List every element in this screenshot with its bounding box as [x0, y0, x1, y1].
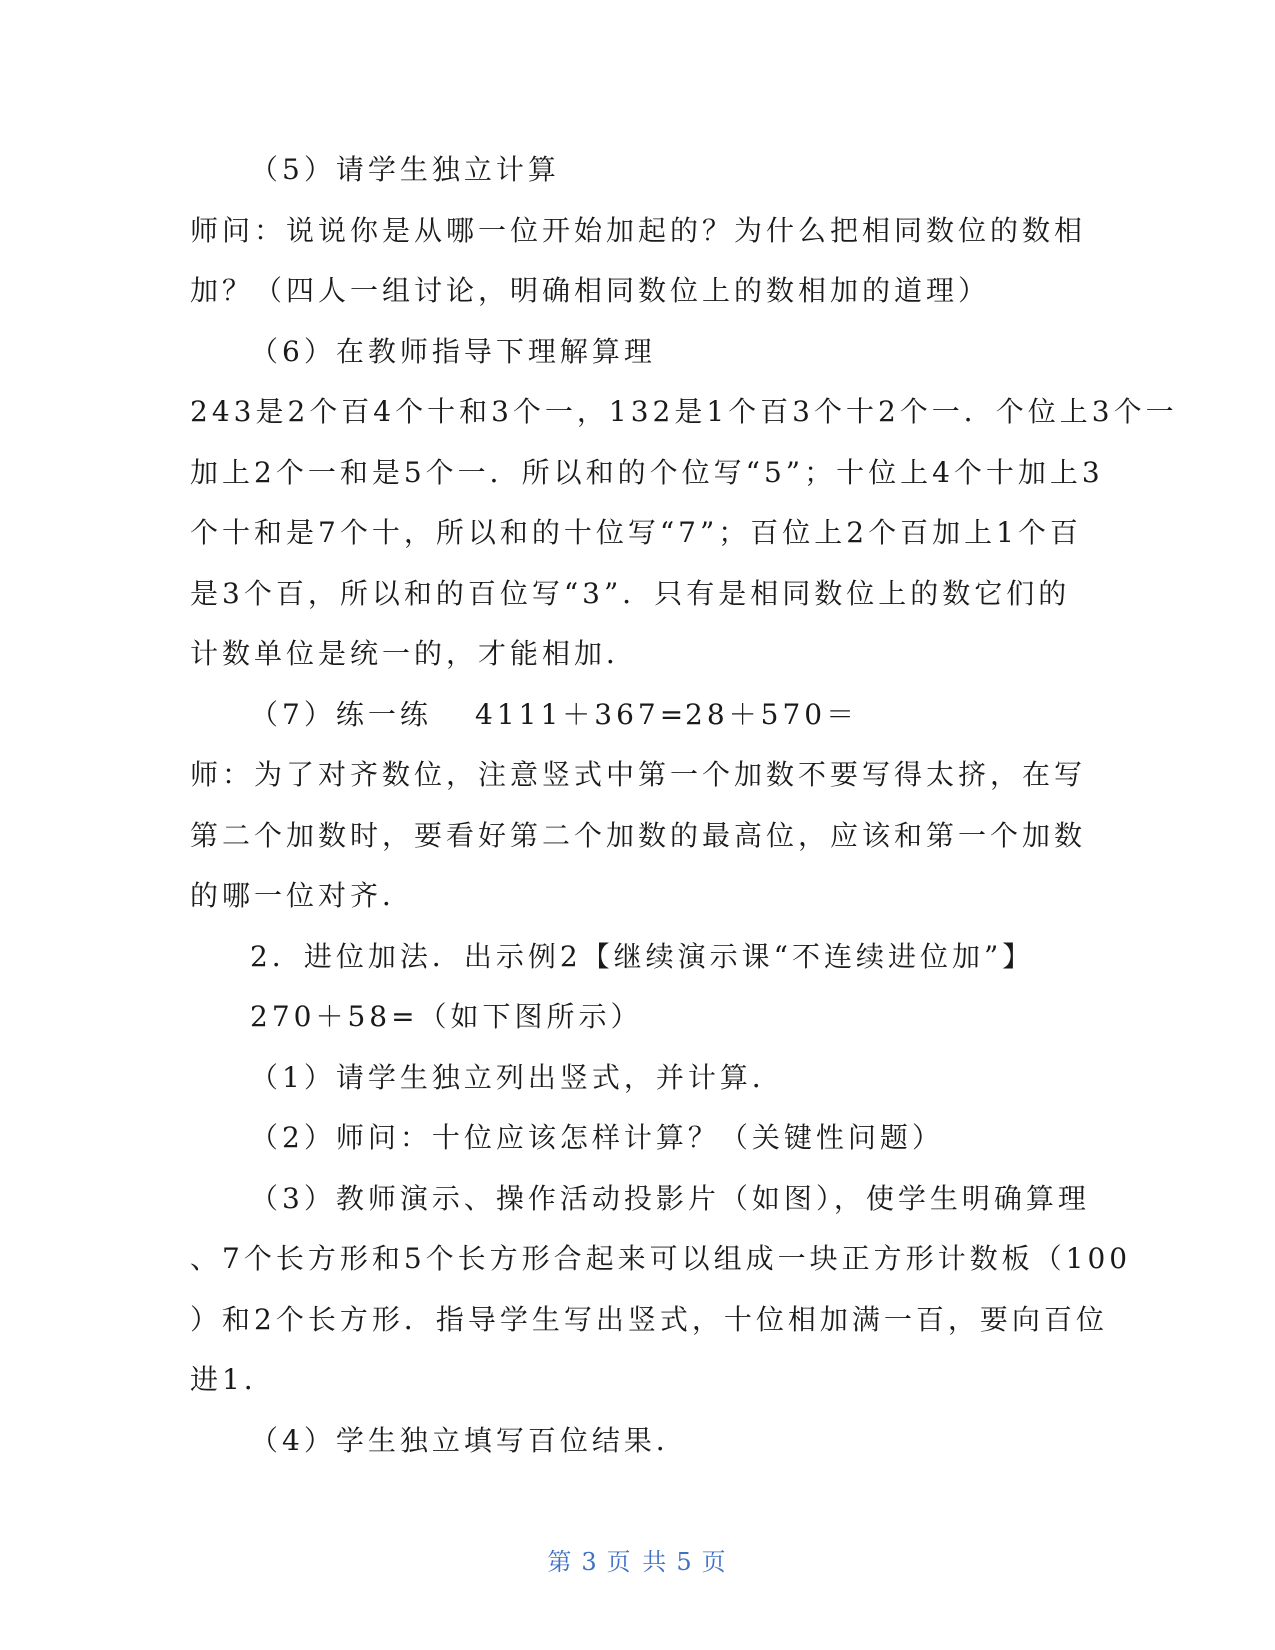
step-7-practice: [190, 685, 1085, 746]
teacher-note-line-1: 师：为了对齐数位，注意竖式中第一个加数不要写得太挤，在写: [190, 758, 1087, 791]
footer-current-page: 3: [581, 1548, 599, 1576]
practice-expression-1: 4111＋367=: [475, 697, 688, 731]
practice-label: （7）练一练: [250, 697, 432, 731]
step-4-line: （4）学生独立填写百位结果．: [250, 1423, 688, 1457]
explanation-line-1: 243是2个百4个十和3个一，132是1个百3个十2个一．个位上3个一: [190, 395, 1178, 428]
step-3-line: （3）教师演示、操作活动投影片（如图），使学生明确算理: [250, 1181, 1090, 1215]
footer-middle: 页 共: [606, 1548, 669, 1576]
footer-suffix: 页: [701, 1548, 728, 1576]
step-5-heading: （5）请学生独立计算: [250, 153, 560, 186]
explanation-line-4: 是3个百，所以和的百位写“3”．只有是相同数位上的数它们的: [190, 576, 1071, 610]
teacher-note-line-2: 第二个加数时，要看好第二个加数的最高位，应该和第一个加数: [190, 818, 1087, 852]
explanation-line-5: 计数单位是统一的，才能相加．: [190, 637, 639, 670]
explanation-line-3: 个十和是7个十，所以和的十位写“7”；百位上2个百加上1个百: [190, 516, 1082, 549]
step-3-continuation-1: 、7个长方形和5个长方形合起来可以组成一块正方形计数板（100: [190, 1242, 1132, 1275]
example-2-expression: 270＋58=（如下图所示）: [250, 1000, 643, 1033]
teacher-question-line-1: 师问：说说你是从哪一位开始加起的？为什么把相同数位的数相: [190, 213, 1087, 247]
explanation-line-2: 加上2个一和是5个一．所以和的个位写“5”；十位上4个十加上3: [190, 455, 1104, 489]
step-2-line: （2）师问：十位应该怎样计算？（关键性问题）: [250, 1121, 944, 1154]
step-3-continuation-3: 进1．: [190, 1363, 276, 1396]
section-2-heading: 2．进位加法．出示例2【继续演示课“不连续进位加”】: [250, 939, 1035, 973]
document-body: [190, 140, 1178, 1471]
step-3-continuation-2: ）和2个长方形．指导学生写出竖式，十位相加满一百，要向百位: [190, 1302, 1108, 1336]
step-6-heading: （6）在教师指导下理解算理: [250, 334, 656, 368]
teacher-note-line-3: 的哪一位对齐．: [190, 879, 415, 912]
page-number-footer: [0, 1542, 1275, 1577]
step-1-line: （1）请学生独立列出竖式，并计算．: [250, 1060, 784, 1094]
teacher-question-line-2: 加？（四人一组讨论，明确相同数位上的数相加的道理）: [190, 274, 991, 307]
footer-total-pages: 5: [676, 1548, 694, 1576]
footer-prefix: 第: [547, 1548, 574, 1576]
practice-expression-2: 28＋570＝: [685, 697, 859, 731]
